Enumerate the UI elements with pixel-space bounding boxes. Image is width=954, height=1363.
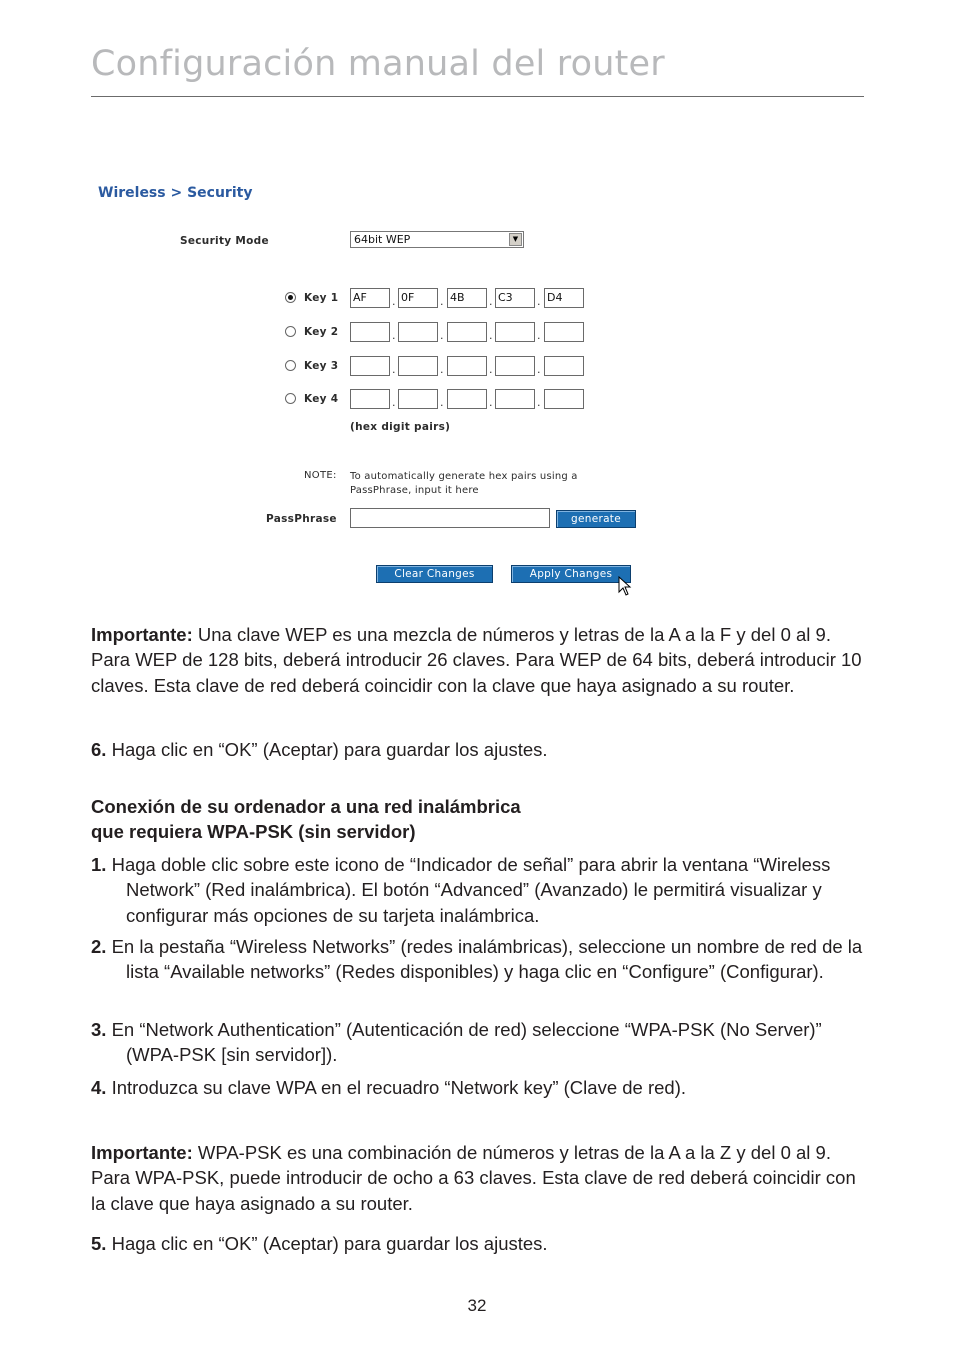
key-2-hex-4[interactable] bbox=[495, 322, 535, 342]
key-2-hex-5[interactable] bbox=[544, 322, 584, 342]
step-3-text: En “Network Authentication” (Autenticación de red) seleccione “WPA-PSK (No Server)” (WPA-PSK [sin servidor]). bbox=[106, 1019, 822, 1066]
mouse-pointer-icon bbox=[618, 576, 632, 596]
router-security-screenshot bbox=[92, 180, 652, 600]
key-4-hex-5[interactable] bbox=[544, 389, 584, 409]
chevron-down-icon[interactable]: ▼ bbox=[509, 233, 522, 246]
generate-button[interactable]: generate bbox=[556, 510, 636, 528]
key-1-label: Key 1 bbox=[304, 292, 339, 304]
key-3-radio[interactable] bbox=[285, 360, 296, 371]
key-1-hex-1[interactable]: AF bbox=[350, 288, 390, 308]
step-4-number: 4. bbox=[91, 1077, 107, 1098]
step-1-text: Haga doble clic sobre este icono de “Indicador de señal” para abrir la ventana “Wireless Network” (Red inalámbrica). El botón “Advanced” (Avanzado) le permitirá visualizar y configurar más opciones de su tarjeta inalámbrica. bbox=[106, 854, 831, 926]
key-3-hex-4[interactable] bbox=[495, 356, 535, 376]
separator: . bbox=[537, 363, 541, 376]
separator: . bbox=[489, 396, 493, 409]
importante-wep-text: Una clave WEP es una mezcla de números y letras de la A a la F y del 0 al 9. Para WEP de 128 bits, deberá introducir 26 claves. Para WEP de 64 bits, deberá introducir 10 claves. Esta clave de red deberá coincidir con la clave que haya asignado a su router. bbox=[91, 624, 862, 696]
key-3-hex-1[interactable] bbox=[350, 356, 390, 376]
key-1-hex-4[interactable]: C3 bbox=[495, 288, 535, 308]
step-3-number: 3. bbox=[91, 1019, 107, 1040]
clear-changes-button[interactable]: Clear Changes bbox=[376, 565, 493, 583]
title-divider bbox=[91, 96, 864, 97]
key-1-hex-5[interactable]: D4 bbox=[544, 288, 584, 308]
separator: . bbox=[392, 363, 396, 376]
key-1-hex-3[interactable]: 4B bbox=[447, 288, 487, 308]
breadcrumb: Wireless > Security bbox=[98, 185, 253, 201]
step-5-text: Haga clic en “OK” (Aceptar) para guardar los ajustes. bbox=[106, 1233, 548, 1254]
security-mode-select[interactable] bbox=[350, 231, 524, 248]
step-6-number: 6. bbox=[91, 739, 107, 760]
key-2-radio[interactable] bbox=[285, 326, 296, 337]
passphrase-input[interactable] bbox=[350, 508, 550, 528]
step-6-text: Haga clic en “OK” (Aceptar) para guardar los ajustes. bbox=[106, 739, 548, 760]
separator: . bbox=[392, 295, 396, 308]
key-row-3 bbox=[285, 356, 605, 378]
separator: . bbox=[392, 329, 396, 342]
step-6 bbox=[91, 737, 866, 762]
separator: . bbox=[440, 295, 444, 308]
key-2-hex-2[interactable] bbox=[398, 322, 438, 342]
passphrase-label: PassPhrase bbox=[266, 513, 337, 525]
separator: . bbox=[489, 295, 493, 308]
step-2-text: En la pestaña “Wireless Networks” (redes inalámbricas), seleccione un nombre de red de la lista “Available networks” (Redes disponibles) y haga clic en “Configure” (Configurar). bbox=[106, 936, 863, 983]
page-number: 32 bbox=[467, 1296, 487, 1315]
importante-label: Importante: bbox=[91, 624, 193, 645]
step-5 bbox=[91, 1231, 866, 1256]
key-row-1 bbox=[285, 288, 605, 310]
key-row-4 bbox=[285, 389, 605, 411]
separator: . bbox=[537, 396, 541, 409]
step-5-number: 5. bbox=[91, 1233, 107, 1254]
key-1-hex-2[interactable]: 0F bbox=[398, 288, 438, 308]
separator: . bbox=[440, 329, 444, 342]
key-4-radio[interactable] bbox=[285, 393, 296, 404]
key-1-radio[interactable] bbox=[285, 292, 296, 303]
key-4-hex-4[interactable] bbox=[495, 389, 535, 409]
key-4-hex-1[interactable] bbox=[350, 389, 390, 409]
importante-wep-paragraph bbox=[91, 622, 866, 698]
step-2-number: 2. bbox=[91, 936, 107, 957]
section-heading-line-2: que requiera WPA-PSK (sin servidor) bbox=[91, 821, 416, 843]
separator: . bbox=[392, 396, 396, 409]
key-4-label: Key 4 bbox=[304, 393, 339, 405]
separator: . bbox=[440, 396, 444, 409]
section-heading-line-1: Conexión de su ordenador a una red inalámbrica bbox=[91, 796, 521, 817]
importante-wpa-paragraph bbox=[91, 1140, 866, 1216]
step-3 bbox=[91, 1017, 866, 1068]
hex-digit-pairs-note: (hex digit pairs) bbox=[350, 421, 451, 433]
security-mode-label: Security Mode bbox=[180, 235, 269, 247]
note-text: To automatically generate hex pairs using a PassPhrase, input it here bbox=[350, 471, 578, 496]
step-4 bbox=[91, 1075, 866, 1100]
step-1-number: 1. bbox=[91, 854, 107, 875]
key-2-hex-1[interactable] bbox=[350, 322, 390, 342]
key-row-2 bbox=[285, 322, 605, 344]
separator: . bbox=[489, 363, 493, 376]
step-2 bbox=[91, 934, 866, 985]
note-label: NOTE: bbox=[304, 470, 337, 481]
step-4-text: Introduzca su clave WPA en el recuadro “Network key” (Clave de red). bbox=[106, 1077, 686, 1098]
key-2-label: Key 2 bbox=[304, 326, 339, 338]
separator: . bbox=[440, 363, 444, 376]
step-1 bbox=[91, 852, 866, 928]
key-4-hex-2[interactable] bbox=[398, 389, 438, 409]
separator: . bbox=[537, 329, 541, 342]
key-4-hex-3[interactable] bbox=[447, 389, 487, 409]
section-heading bbox=[91, 794, 866, 845]
key-2-hex-3[interactable] bbox=[447, 322, 487, 342]
apply-changes-button[interactable]: Apply Changes bbox=[511, 565, 631, 583]
key-3-hex-3[interactable] bbox=[447, 356, 487, 376]
separator: . bbox=[489, 329, 493, 342]
security-mode-value: 64bit WEP bbox=[354, 233, 411, 246]
key-3-label: Key 3 bbox=[304, 360, 339, 372]
importante-wpa-text: WPA-PSK es una combinación de números y letras de la A a la Z y del 0 al 9. Para WPA-PSK, puede introducir de ocho a 63 claves. Esta clave de red deberá coincidir con la clave que haya asignado a su router. bbox=[91, 1142, 856, 1214]
page-title: Configuración manual del router bbox=[91, 44, 665, 84]
key-3-hex-5[interactable] bbox=[544, 356, 584, 376]
separator: . bbox=[537, 295, 541, 308]
importante-label: Importante: bbox=[91, 1142, 193, 1163]
key-3-hex-2[interactable] bbox=[398, 356, 438, 376]
